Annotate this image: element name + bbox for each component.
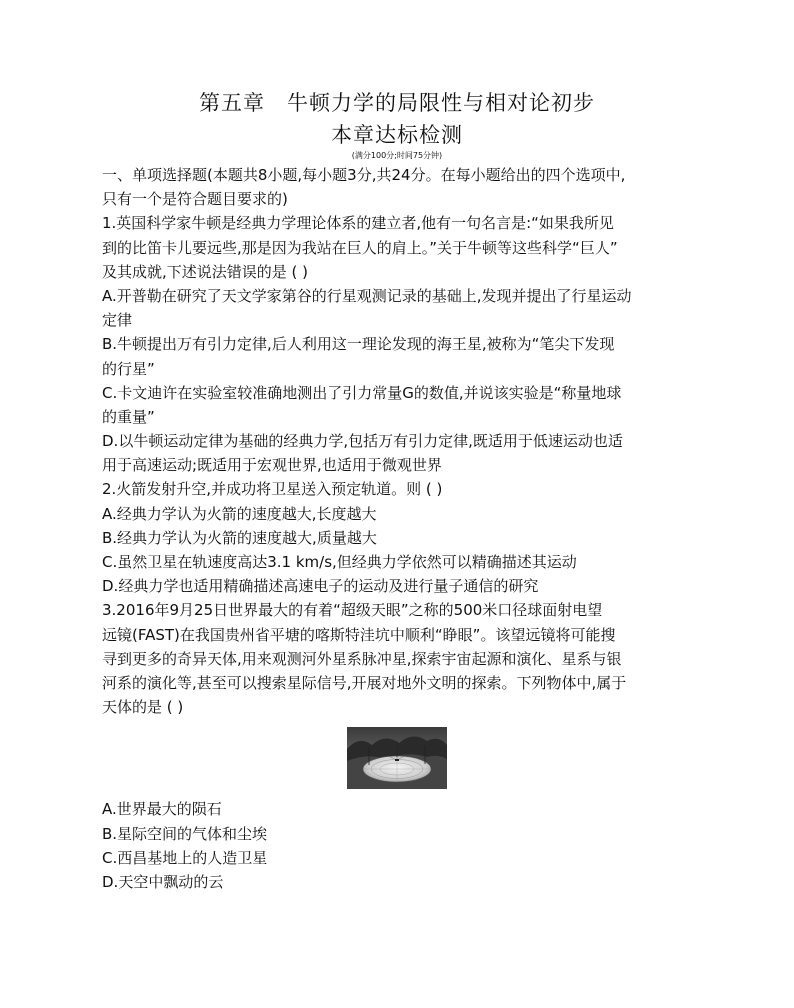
option-text: 定律	[102, 311, 133, 330]
question-stem-line: 1.英国科学家牛顿是经典力学理论体系的建立者,他有一句名言是:“如果我所见	[102, 214, 614, 233]
option-text: C.卡文迪许在实验室较准确地测出了引力常量G的数值,并说该实验是“称量地球	[102, 383, 622, 402]
page-subtitle: 本章达标检测	[331, 123, 463, 147]
option-text: D.以牛顿运动定律为基础的经典力学,包括万有引力定律,既适用于低速运动也适	[102, 432, 623, 451]
question-stem-line: 2.火箭发射升空,并成功将卫星送入预定轨道。则 ( )	[102, 480, 443, 499]
option-text: 用于高速运动;既适用于宏观世界,也适用于微观世界	[102, 456, 442, 475]
question-stem-line: 天体的是 ( )	[102, 698, 184, 717]
question-stem-line: 及其成就,下述说法错误的是 ( )	[102, 262, 309, 281]
option-b[interactable]: B.经典力学认为火箭的速度越大,质量越大	[102, 528, 377, 547]
question-2	[102, 477, 702, 598]
option-d[interactable]: D.天空中飘动的云	[102, 872, 224, 891]
option-b[interactable]: B.星际空间的气体和尘埃	[102, 824, 268, 843]
fast-telescope-photo	[347, 727, 447, 789]
question-1	[102, 211, 702, 477]
chapter-name: 牛顿力学的局限性与相对论初步	[287, 91, 595, 115]
question-stem-line: 远镜(FAST)在我国贵州省平塘的喀斯特洼坑中顺利“睁眼”。该望远镜将可能搜	[102, 625, 616, 644]
exam-meta: (满分100分;时间75分钟)	[351, 151, 443, 160]
option-a[interactable]	[102, 284, 702, 332]
option-text: A.开普勒在研究了天文学家第谷的行星观测记录的基础上,发现并提出了行星运动	[102, 286, 632, 305]
figure-container	[102, 719, 702, 795]
chapter-number: 第五章	[199, 91, 265, 115]
option-a[interactable]: A.经典力学认为火箭的速度越大,长度越大	[102, 504, 377, 523]
option-c[interactable]: C.虽然卫星在轨速度高达3.1 km/s,但经典力学依然可以精确描述其运动	[102, 553, 577, 571]
option-text: 的重量”	[102, 407, 155, 426]
question-3	[102, 598, 702, 894]
exam-body	[102, 163, 702, 894]
option-text: 的行星”	[102, 359, 155, 378]
question-stem-line: 河系的演化等,甚至可以搜索星际信号,开展对地外文明的探索。下列物体中,属于	[102, 673, 627, 692]
option-b[interactable]	[102, 332, 702, 380]
option-a[interactable]: A.世界最大的陨石	[102, 800, 222, 819]
option-d[interactable]	[102, 429, 702, 477]
option-text: B.牛顿提出万有引力定律,后人利用这一理论发现的海王星,被称为“笔尖下发现	[102, 335, 615, 354]
chapter-title	[0, 88, 794, 118]
option-c[interactable]	[102, 381, 702, 429]
option-c[interactable]: C.西昌基地上的人造卫星	[102, 848, 268, 867]
question-stem-line: 3.2016年9月25日世界最大的有着“超级天眼”之称的500米口径球面射电望	[102, 601, 603, 620]
question-stem-line: 到的比笛卡儿要远些,那是因为我站在巨人的肩上。”关于牛顿等这些科学“巨人”	[102, 238, 618, 257]
option-d[interactable]: D.经典力学也适用精确描述高速电子的运动及进行量子通信的研究	[102, 577, 539, 596]
section-heading-cont: 只有一个是符合题目要求的)	[102, 190, 288, 209]
section-heading: 一、单项选择题(本题共8小题,每小题3分,共24分。在每小题给出的四个选项中,	[102, 166, 626, 184]
question-stem-line: 寻到更多的奇异天体,用来观测河外星系脉冲星,探索宇宙起源和演化、星系与银	[102, 649, 622, 668]
